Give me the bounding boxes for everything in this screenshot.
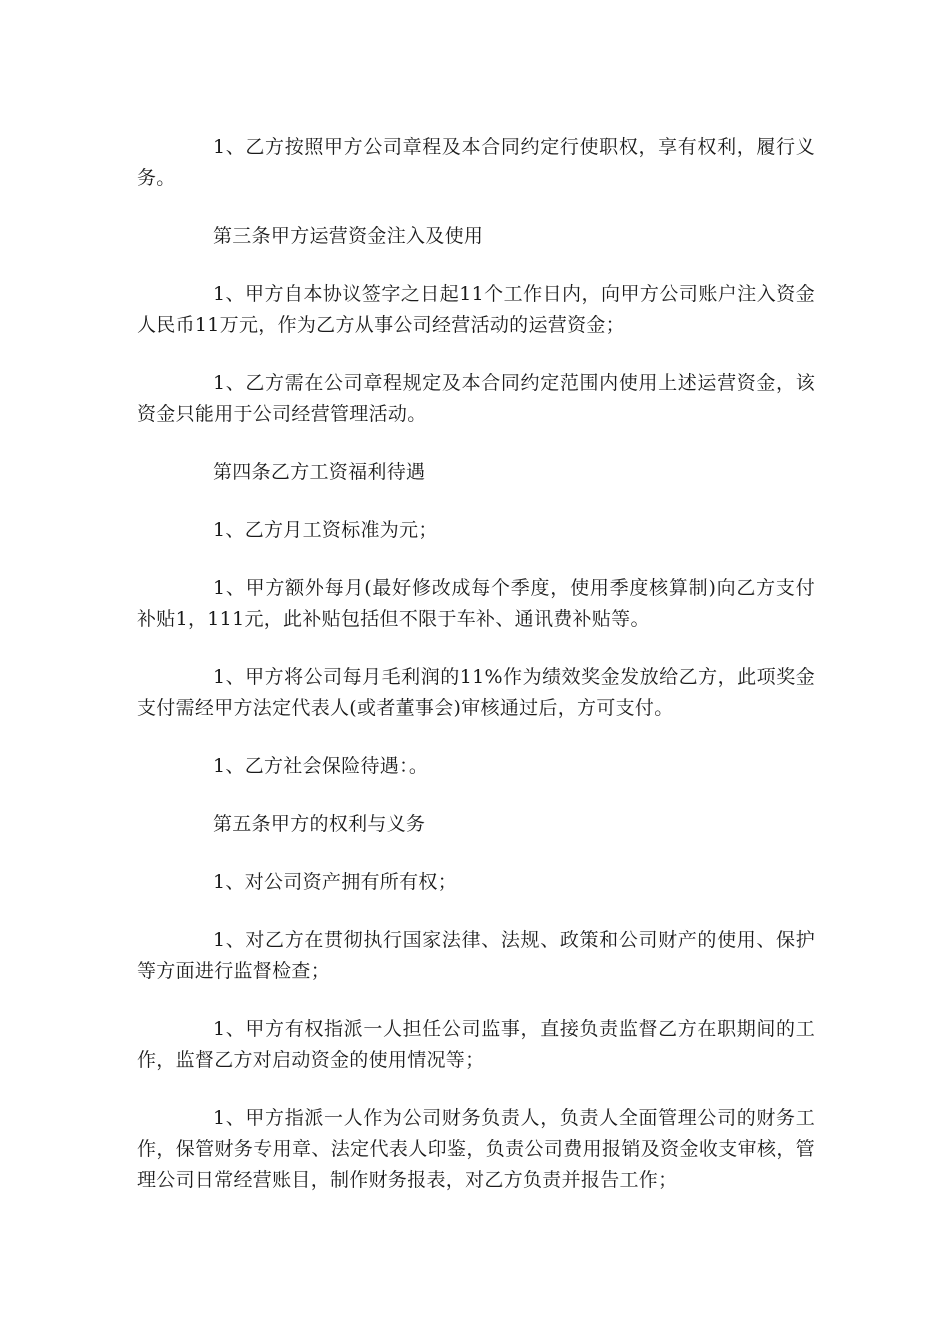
clause-paragraph: 1、甲方额外每月(最好修改成每个季度，使用季度核算制)向乙方支付补贴1，111元，此补贴包括但不限于车补、通讯费补贴等。 [137, 577, 815, 630]
article-heading: 第五条甲方的权利与义务 [213, 813, 426, 835]
clause-paragraph: 1、乙方社会保险待遇：。 [213, 755, 429, 777]
article-heading: 第三条甲方运营资金注入及使用 [213, 225, 484, 247]
clause-paragraph: 1、甲方指派一人作为公司财务负责人，负责人全面管理公司的财务工作，保管财务专用章、法定代表人印鉴，负责公司费用报销及资金收支审核，管理公司日常经营账目，制作财务报表，对乙方负责并报告工作； [137, 1107, 815, 1191]
clause-paragraph: 1、甲方有权指派一人担任公司监事，直接负责监督乙方在职期间的工作，监督乙方对启动资金的使用情况等； [137, 1018, 815, 1071]
clause-paragraph: 1、甲方将公司每月毛利润的11%作为绩效奖金发放给乙方，此项奖金支付需经甲方法定代表人(或者董事会)审核通过后，方可支付。 [137, 666, 815, 719]
clause-paragraph: 1、乙方月工资标准为元； [213, 519, 438, 541]
clause-paragraph: 1、甲方自本协议签字之日起11个工作日内，向甲方公司账户注入资金人民币11万元，作为乙方从事公司经营活动的运营资金； [137, 283, 815, 336]
document-body [137, 132, 815, 1223]
clause-paragraph: 1、乙方按照甲方公司章程及本合同约定行使职权，享有权利，履行义务。 [137, 136, 815, 189]
clause-paragraph: 1、乙方需在公司章程规定及本合同约定范围内使用上述运营资金，该资金只能用于公司经营管理活动。 [137, 372, 815, 425]
clause-paragraph: 1、对公司资产拥有所有权； [213, 871, 457, 893]
article-heading: 第四条乙方工资福利待遇 [213, 461, 426, 483]
clause-paragraph: 1、对乙方在贯彻执行国家法律、法规、政策和公司财产的使用、保护等方面进行监督检查； [137, 929, 815, 982]
